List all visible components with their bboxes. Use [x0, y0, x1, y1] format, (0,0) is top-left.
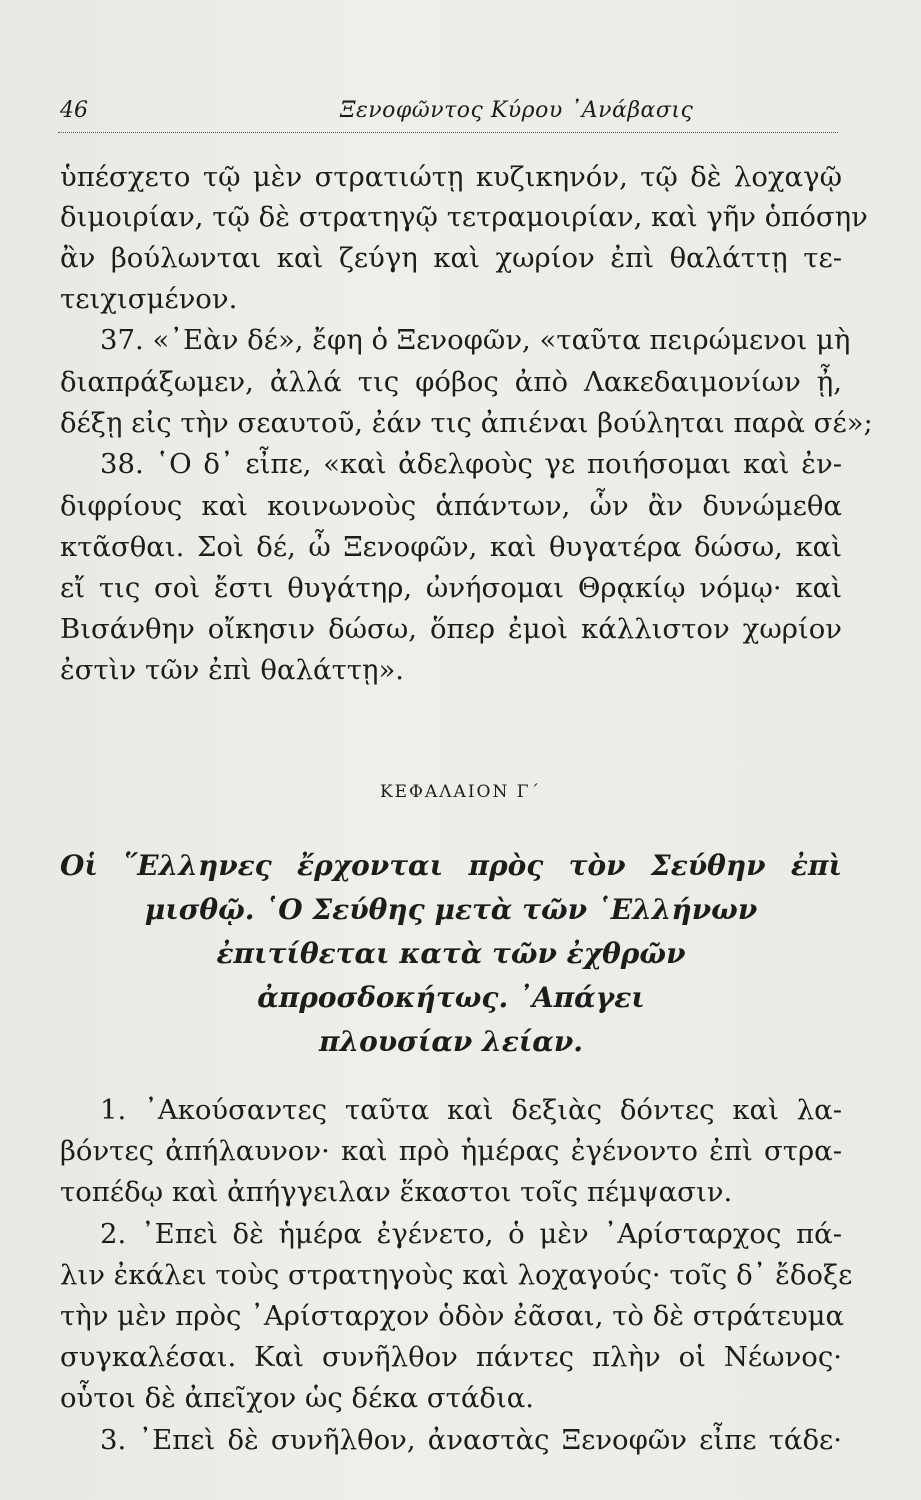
text-line: διφρίους καὶ κοινωνοὺς ἁπάντων, ὧν ἂν δυνώμεθα [60, 490, 842, 522]
text-line: συγκαλέσαι. Καὶ συνῆλθον πάντες πλὴν οἱ Νέωνος· [60, 1341, 842, 1373]
text-line: διαπράξωμεν, ἀλλά τις φόβος ἀπὸ Λακεδαιμονίων ᾖ, [60, 366, 842, 398]
chapter-summary-line: Οἱ ῞Ελληνες ἔρχονται πρὸς τὸν Σεύθην ἐπὶ [60, 849, 842, 882]
chapter-summary-line: ἐπιτίθεται κατὰ τῶν ἐχθρῶν [216, 937, 686, 970]
header-divider [58, 132, 838, 133]
text-line: δέξῃ εἰς τὴν σεαυτοῦ, ἐάν τις ἀπιέναι βούληται παρὰ σέ»; [60, 407, 873, 439]
text-line: ἐστὶν τῶν ἐπὶ θαλάττῃ». [60, 654, 405, 686]
section-37-start: 37. «᾿Εὰν δέ», ἔφη ὁ Ξενοφῶν, «ταῦτα πειρώμενοι μὴ [100, 324, 851, 356]
chapter-heading: ΚΕΦΑΛΑΙΟΝ Γ΄ [379, 782, 542, 802]
text-line: λιν ἐκάλει τοὺς στρατηγοὺς καὶ λοχαγούς· τοῖς δ᾿ ἔδοξε [60, 1259, 853, 1291]
text-line: βόντες ἀπήλαυνον· καὶ πρὸ ἡμέρας ἐγένοντο ἐπὶ στρα- [60, 1135, 842, 1167]
text-line: κτᾶσθαι. Σοὶ δέ, ὦ Ξενοφῶν, καὶ θυγατέρα δώσω, καὶ [60, 531, 842, 563]
text-line: τειχισμένον. [60, 283, 238, 315]
section-1-start: 1. ᾿Ακούσαντες ταῦτα καὶ δεξιὰς δόντες καὶ λα- [100, 1094, 842, 1126]
page-number: 46 [60, 98, 88, 123]
chapter-summary-line: μισθῷ. ῾Ο Σεύθης μετὰ τῶν ῾Ελλήνων [144, 893, 758, 926]
running-head [60, 96, 840, 130]
text-line: τοπέδῳ καὶ ἀπήγγειλαν ἕκαστοι τοῖς πέμψασιν. [60, 1176, 733, 1208]
text-line: εἴ τις σοὶ ἔστι θυγάτηρ, ὠνήσομαι Θρᾳκίῳ νόμῳ· καὶ [60, 572, 842, 604]
chapter-summary-line: ἀπροσδοκήτως. ᾿Απάγει [257, 981, 645, 1014]
text-line: ἂν βούλωνται καὶ ζεύγη καὶ χωρίον ἐπὶ θαλάττῃ τε- [60, 242, 842, 274]
text-line: οὗτοι δὲ ἀπεῖχον ὡς δέκα στάδια. [60, 1382, 535, 1414]
section-2-start: 2. ᾿Επεὶ δὲ ἡμέρα ἐγένετο, ὁ μὲν ᾿Αρίσταρχος πά- [100, 1218, 842, 1250]
text-line: ὑπέσχετο τῷ μὲν στρατιώτῃ κυζικηνόν, τῷ δὲ λοχαγῷ [60, 161, 842, 193]
section-3-start: 3. ᾿Επεὶ δὲ συνῆλθον, ἀναστὰς Ξενοφῶν εἶπε τάδε· [100, 1424, 842, 1456]
text-line: διμοιρίαν, τῷ δὲ στρατηγῷ τετραμοιρίαν, καὶ γῆν ὁπόσην [60, 201, 868, 233]
text-line: Βισάνθην οἴκησιν δώσω, ὅπερ ἐμοὶ κάλλιστον χωρίον [60, 613, 842, 645]
text-line: τὴν μὲν πρὸς ᾿Αρίσταρχον ὁδὸν ἐᾶσαι, τὸ δὲ στράτευμα [60, 1300, 845, 1332]
section-38-start: 38. ῾Ο δ᾿ εἶπε, «καὶ ἀδελφοὺς γε ποιήσομαι καὶ ἐν- [100, 448, 842, 480]
running-title: Ξενοφῶντος Κύρου ᾿Ανάβασις [340, 98, 694, 123]
chapter-summary-line: πλουσίαν λείαν. [318, 1025, 584, 1058]
